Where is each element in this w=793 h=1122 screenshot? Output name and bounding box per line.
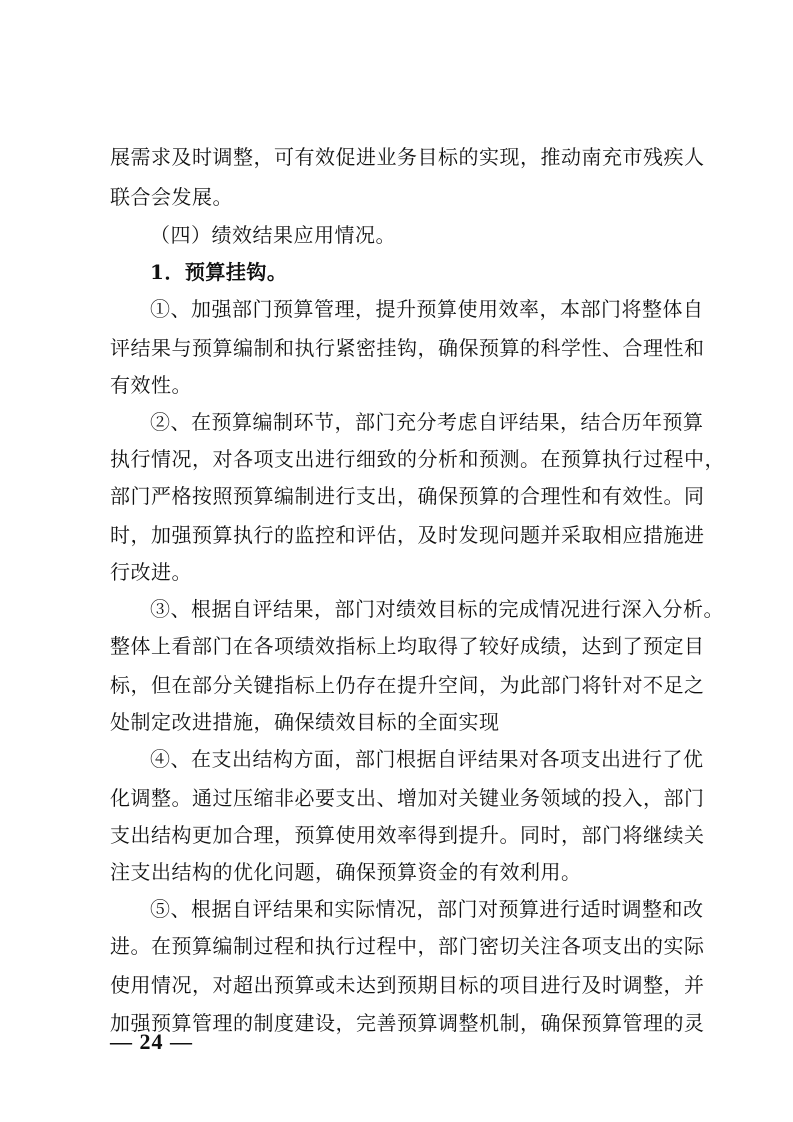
page-number: — 24 — [110,1029,193,1054]
paragraph-first-line: ④、在支出结构方面，部门根据自评结果对各项支出进行了优 [150,747,704,771]
paragraph-first-line: ①、加强部门预算管理，提升预算使用效率，本部门将整体自 [150,297,704,321]
text-line: 行改进。 [110,560,192,584]
subsection-heading: 1．预算挂钩。 [150,260,288,284]
paragraph-first-line: ②、在预算编制环节，部门充分考虑自评结果，结合历年预算 [150,410,704,434]
text-line: 处制定改进措施，确保绩效目标的全面实现 [110,710,500,734]
text-line: 有效性。 [110,373,192,397]
text-line: 执行情况，对各项支出进行细致的分析和预测。在预算执行过程中， [110,447,725,471]
text-line: 加强预算管理的制度建设，完善预算调整机制，确保预算管理的灵 [110,1011,705,1035]
paragraph-first-line: ③、根据自评结果，部门对绩效目标的完成情况进行深入分析。 [150,597,724,621]
paragraph-first-line: ⑤、根据自评结果和实际情况，部门对预算进行适时调整和改 [150,897,704,921]
text-line: 注支出结构的优化问题，确保预算资金的有效利用。 [110,860,582,884]
text-line: 评结果与预算编制和执行紧密挂钩，确保预算的科学性、合理性和 [110,336,705,360]
text-line: 展需求及时调整，可有效促进业务目标的实现，推动南充市残疾人 [110,145,705,169]
text-line: 整体上看部门在各项绩效指标上均取得了较好成绩，达到了预定目 [110,634,705,658]
text-line: 化调整。通过压缩非必要支出、增加对关键业务领域的投入，部门 [110,786,705,810]
text-line: 时，加强预算执行的监控和评估，及时发现问题并采取相应措施进 [110,523,705,547]
section-heading: （四）绩效结果应用情况。 [150,223,396,247]
text-line: 进。在预算编制过程和执行过程中，部门密切关注各项支出的实际 [110,934,705,958]
text-line: 使用情况，对超出预算或未达到预期目标的项目进行及时调整，并 [110,973,705,997]
text-line: 部门严格按照预算编制进行支出，确保预算的合理性和有效性。同 [110,484,705,508]
text-line: 支出结构更加合理，预算使用效率得到提升。同时，部门将继续关 [110,823,705,847]
text-line: 标，但在部分关键指标上仍存在提升空间，为此部门将针对不足之 [110,673,705,697]
text-line: 联合会发展。 [110,185,233,209]
